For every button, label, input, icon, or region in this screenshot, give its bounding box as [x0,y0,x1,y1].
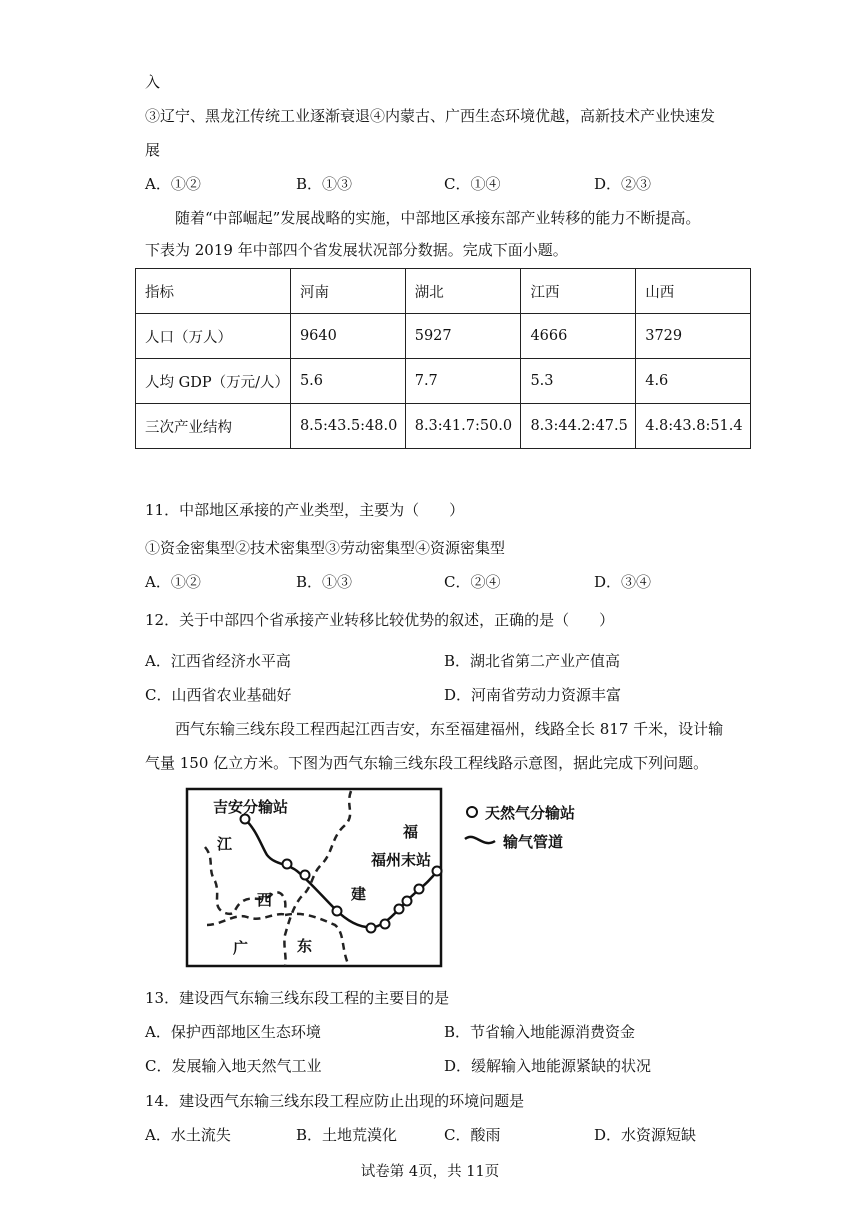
table-cell: 人均 GDP（万元/人） [136,359,291,404]
table-cell: 三次产业结构 [136,404,291,449]
table-header-row [136,269,751,314]
table-header-cell: 湖北 [405,269,521,314]
table-cell: 9640 [290,314,405,359]
legend-pipe-symbol [465,837,495,843]
table-cell: 5.3 [521,359,636,404]
table-row [136,314,751,359]
text-line-continuation: 入 [145,73,161,91]
table-cell: 4666 [521,314,636,359]
table-cell: 7.7 [405,359,521,404]
station [381,920,390,929]
q11-option-d: D．③④ [594,573,652,591]
q10-option-d: D．②③ [594,175,652,193]
station [395,905,404,914]
label-province-dong: 东 [297,937,313,955]
label-start-station: 吉安分输站 [213,798,289,816]
table-cell: 4.6 [636,359,751,404]
q14-option-d: D．水资源短缺 [594,1126,697,1144]
table-row [136,359,751,404]
station [367,924,376,933]
q10-option-a: A．①② [145,175,201,193]
pipeline-map [185,787,595,969]
label-end-station: 福州末站 [371,851,432,869]
province-data-table [135,268,751,449]
table-cell: 5.6 [290,359,405,404]
table-header-cell: 河南 [290,269,405,314]
q10-option-b: B．①③ [296,175,353,193]
legend-station-symbol [467,807,477,817]
label-province-xi: 西 [257,891,273,909]
pipeline-map-figure [185,787,595,969]
page-footer: 试卷第 4页，共 11页 [360,1164,500,1180]
q10-option-c: C．①④ [444,175,501,193]
q14-option-a: A．水土流失 [145,1126,231,1144]
table-row [136,404,751,449]
passage1-line1: 随着“中部崛起”发展战略的实施，中部地区承接东部产业转移的能力不断提高。 [175,209,701,227]
station [301,871,310,880]
table-cell: 8.5:43.5:48.0 [290,404,405,449]
table-cell: 4.8:43.8:51.4 [636,404,751,449]
table-cell: 8.3:41.7:50.0 [405,404,521,449]
q12-stem: 12．关于中部四个省承接产业转移比较优势的叙述，正确的是（ ） [145,611,615,629]
legend-station-label: 天然气分输站 [485,804,576,822]
text-line-continuation-2: 展 [145,141,161,159]
q11-option-c: C．②④ [444,573,501,591]
passage1-line2: 下表为 2019 年中部四个省发展状况部分数据。完成下面小题。 [145,241,568,259]
table-header-cell: 指标 [136,269,291,314]
q12-option-a: A．江西省经济水平高 [145,652,291,670]
q12-option-c: C．山西省农业基础好 [145,686,292,704]
q13-option-d: D．缓解输入地能源紧缺的状况 [444,1057,652,1075]
station [283,860,292,869]
q11-option-a: A．①② [145,573,201,591]
station [333,907,342,916]
q11-stem: 11．中部地区承接的产业类型，主要为（ ） [145,501,465,519]
station [415,885,424,894]
table-cell: 人口（万人） [136,314,291,359]
table-cell: 3729 [636,314,751,359]
legend-pipe-label: 输气管道 [503,833,564,851]
q13-option-a: A．保护西部地区生态环境 [145,1023,321,1041]
text-line-options-3-4: ③辽宁、黑龙江传统工业逐渐衰退④内蒙古、广西生态环境优越，高新技术产业快速发 [145,107,716,125]
table-header-cell: 山西 [636,269,751,314]
q13-stem: 13．建设西气东输三线东段工程的主要目的是 [145,989,450,1007]
q14-option-b: B．土地荒漠化 [296,1126,398,1144]
label-province-guang: 广 [233,939,249,957]
q11-items: ①资金密集型②技术密集型③劳动密集型④资源密集型 [145,539,506,557]
station [403,897,412,906]
label-province-jiang: 江 [217,835,233,853]
station-fuzhou [433,867,442,876]
q13-option-b: B．节省输入地能源消费资金 [444,1023,636,1041]
q13-option-c: C．发展输入地天然气工业 [145,1057,322,1075]
passage2-line1: 西气东输三线东段工程西起江西吉安，东至福建福州，线路全长 817 千米，设计输 [175,720,724,738]
table-cell: 5927 [405,314,521,359]
table-header-cell: 江西 [521,269,636,314]
q12-option-b: B．湖北省第二产业产值高 [444,652,621,670]
q14-option-c: C．酸雨 [444,1126,501,1144]
q12-option-d: D．河南省劳动力资源丰富 [444,686,622,704]
label-province-fu: 福 [403,823,419,841]
label-province-jian: 建 [351,885,367,903]
table-cell: 8.3:44.2:47.5 [521,404,636,449]
passage2-line2: 气量 150 亿立方米。下图为西气东输三线东段工程线路示意图，据此完成下列问题。 [145,754,709,772]
q14-stem: 14．建设西气东输三线东段工程应防止出现的环境问题是 [145,1092,525,1110]
q11-option-b: B．①③ [296,573,353,591]
